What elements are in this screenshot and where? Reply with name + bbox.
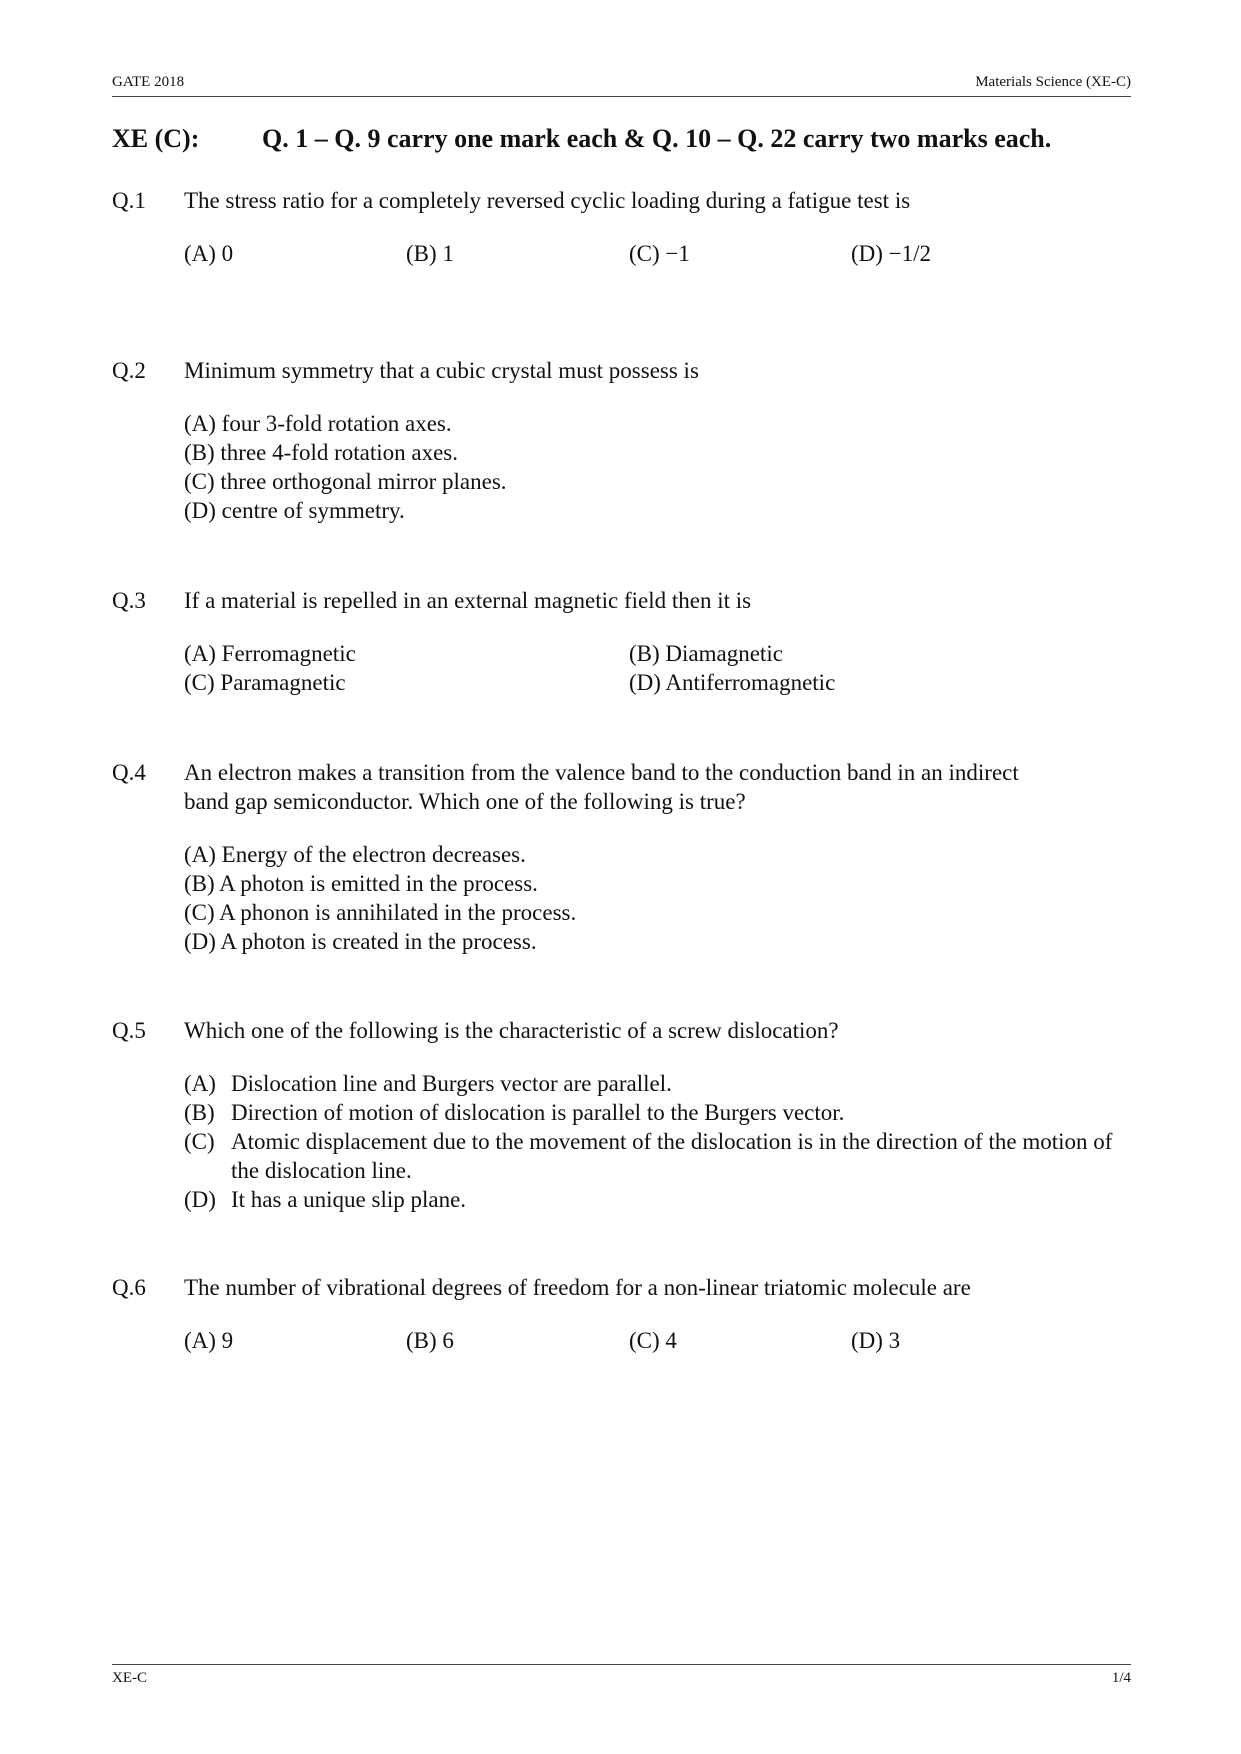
option-c: (C) Paramagnetic	[184, 670, 346, 695]
option-a: (A) 0	[184, 241, 234, 266]
marking-scheme: Q. 1 – Q. 9 carry one mark each & Q. 10 – Q. 22 carry two marks each.	[262, 124, 1052, 153]
question-5	[112, 1016, 1131, 1214]
option-d	[184, 1185, 1131, 1214]
options	[184, 840, 1131, 956]
option-c: (C) 4	[629, 1328, 677, 1353]
options	[184, 639, 1131, 697]
option-text: It has a unique slip plane.	[231, 1187, 467, 1212]
option-a: (A) 9	[184, 1328, 234, 1353]
question-number: Q.1	[112, 188, 146, 213]
option-d: (D) Antiferromagnetic	[629, 670, 836, 695]
option-text: Dislocation line and Burgers vector are parallel.	[231, 1071, 672, 1096]
option-d: (D) A photon is created in the process.	[184, 929, 537, 954]
options	[184, 1069, 1131, 1214]
option-b: (B) Diamagnetic	[629, 641, 783, 666]
option-b: (B) three 4-fold rotation axes.	[184, 440, 458, 465]
option-a: (A) four 3-fold rotation axes.	[184, 411, 452, 436]
option-label: (C)	[184, 1129, 215, 1154]
header-paper-name: Materials Science (XE-C)	[975, 74, 1131, 90]
question-number: Q.6	[112, 1275, 146, 1300]
option-label: (D)	[184, 1187, 216, 1212]
question-text: The number of vibrational degrees of freedom for a non-linear triatomic molecule are	[184, 1275, 971, 1300]
options	[184, 239, 1131, 268]
question-text: If a material is repelled in an external magnetic field then it is	[184, 588, 752, 613]
options	[184, 409, 1131, 525]
question-number: Q.5	[112, 1018, 146, 1043]
footer-paper-code: XE-C	[112, 1670, 147, 1686]
option-c: (C) A phonon is annihilated in the process.	[184, 900, 577, 925]
option-d: (D) centre of symmetry.	[184, 498, 405, 523]
header-rule	[112, 96, 1131, 97]
option-d: (D) −1/2	[851, 241, 932, 266]
question-text: Which one of the following is the characteristic of a screw dislocation?	[184, 1018, 839, 1043]
option-label: (A)	[184, 1071, 216, 1096]
header-exam-name: GATE 2018	[112, 74, 185, 90]
option-c: (C) −1	[629, 241, 690, 266]
option-d: (D) 3	[851, 1328, 901, 1353]
options	[184, 1326, 1131, 1355]
option-a	[184, 1069, 1131, 1098]
section-code: XE (C):	[112, 124, 200, 153]
question-6	[112, 1273, 1131, 1355]
question-4	[112, 758, 1131, 956]
option-c	[184, 1127, 1131, 1185]
question-2	[112, 356, 1131, 525]
section-title	[112, 124, 1131, 154]
question-text-line: An electron makes a transition from the valence band to the conduction band in an indirect	[184, 760, 1019, 785]
page-number: 1/4	[1111, 1670, 1131, 1686]
option-b: (B) 6	[406, 1328, 454, 1353]
question-text: The stress ratio for a completely reversed cyclic loading during a fatigue test is	[184, 188, 911, 213]
option-b	[184, 1098, 1131, 1127]
option-b: (B) 1	[406, 241, 454, 266]
option-text: Atomic displacement due to the movement of the dislocation is in the direction of the motion of the dislocation line.	[231, 1129, 1113, 1183]
question-number: Q.4	[112, 760, 146, 785]
question-number: Q.3	[112, 588, 146, 613]
option-a: (A) Energy of the electron decreases.	[184, 842, 526, 867]
option-label: (B)	[184, 1100, 215, 1125]
question-number: Q.2	[112, 358, 146, 383]
question-text	[184, 758, 1131, 816]
option-text: Direction of motion of dislocation is parallel to the Burgers vector.	[231, 1100, 845, 1125]
footer-rule	[112, 1664, 1131, 1665]
option-b: (B) A photon is emitted in the process.	[184, 871, 538, 896]
question-3	[112, 586, 1131, 697]
question-text: Minimum symmetry that a cubic crystal must possess is	[184, 358, 699, 383]
option-c: (C) three orthogonal mirror planes.	[184, 469, 507, 494]
question-1	[112, 186, 1131, 268]
option-a: (A) Ferromagnetic	[184, 641, 356, 666]
question-text-line: band gap semiconductor. Which one of the following is true?	[184, 789, 746, 814]
